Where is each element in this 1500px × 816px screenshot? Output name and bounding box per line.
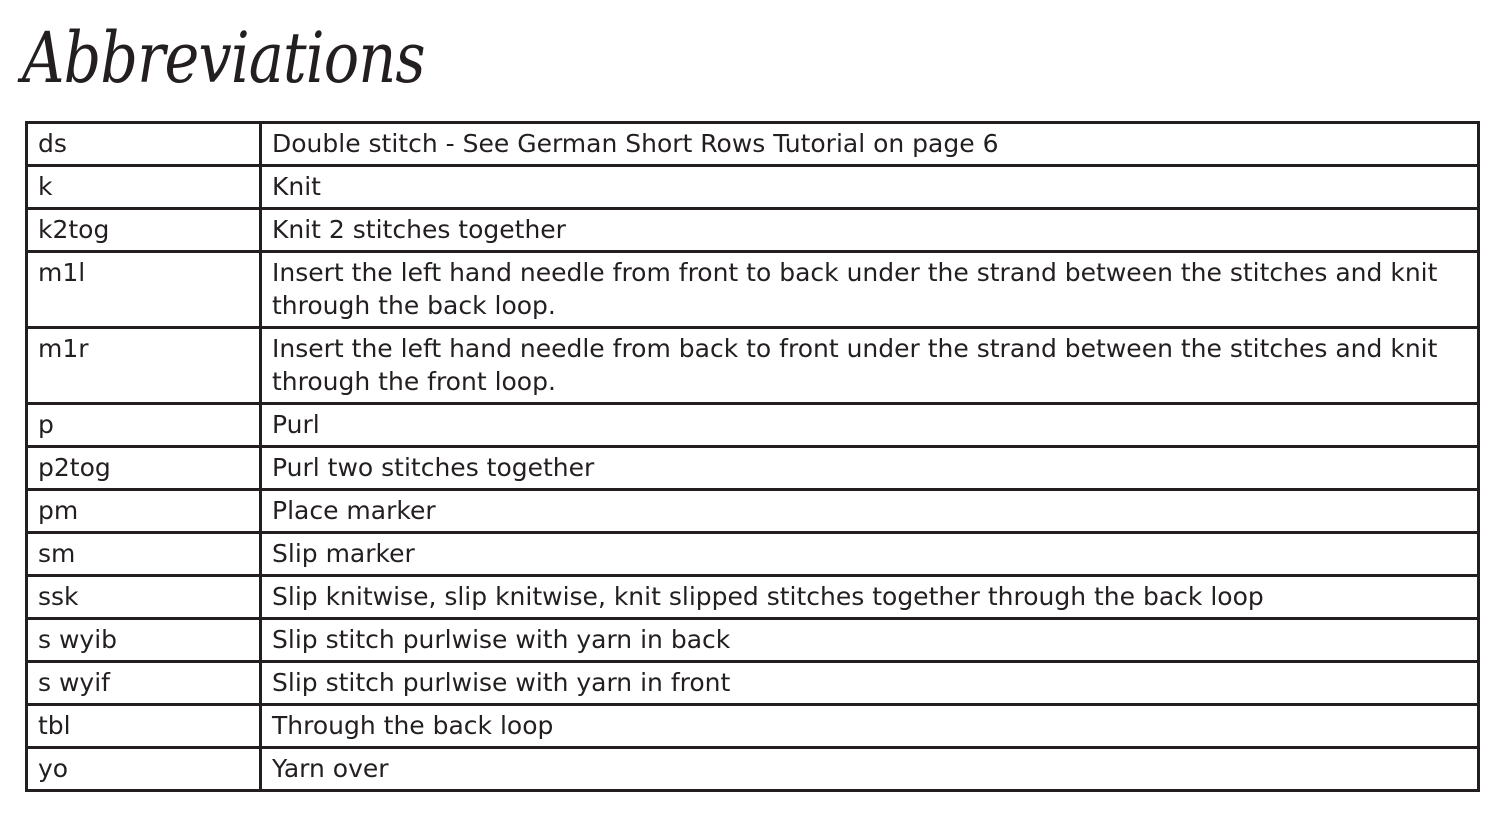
abbreviation-term: tbl: [27, 705, 261, 748]
table-row: [27, 576, 1479, 619]
abbreviation-definition: Place marker: [261, 490, 1479, 533]
table-row: [27, 705, 1479, 748]
abbreviation-definition: Yarn over: [261, 748, 1479, 791]
abbreviation-definition: Purl two stitches together: [261, 447, 1479, 490]
abbreviation-definition: Slip stitch purlwise with yarn in front: [261, 662, 1479, 705]
table-row: [27, 662, 1479, 705]
table-row: [27, 166, 1479, 209]
abbreviation-term: s wyib: [27, 619, 261, 662]
abbreviation-definition: Insert the left hand needle from front to back under the strand between the stitches and knit through the back loop.: [261, 252, 1479, 328]
table-row: [27, 252, 1479, 328]
abbreviation-term: sm: [27, 533, 261, 576]
abbreviation-term: m1r: [27, 328, 261, 404]
abbreviation-term: ds: [27, 123, 261, 166]
abbreviation-term: s wyif: [27, 662, 261, 705]
table-row: [27, 533, 1479, 576]
abbreviation-definition: Slip marker: [261, 533, 1479, 576]
abbreviation-term: p2tog: [27, 447, 261, 490]
abbreviation-definition: Purl: [261, 404, 1479, 447]
abbreviation-term: ssk: [27, 576, 261, 619]
table-row: [27, 748, 1479, 791]
abbreviation-definition: Slip stitch purlwise with yarn in back: [261, 619, 1479, 662]
table-row: [27, 490, 1479, 533]
table-row: [27, 619, 1479, 662]
abbreviation-term: m1l: [27, 252, 261, 328]
abbreviation-definition: Knit 2 stitches together: [261, 209, 1479, 252]
table-row: [27, 447, 1479, 490]
abbreviation-term: k2tog: [27, 209, 261, 252]
table-row: [27, 328, 1479, 404]
abbreviation-definition: Through the back loop: [261, 705, 1479, 748]
abbreviation-definition: Insert the left hand needle from back to front under the strand between the stitches and knit through the front loop.: [261, 328, 1479, 404]
abbreviations-table-body: [27, 123, 1479, 791]
table-row: [27, 404, 1479, 447]
abbreviation-term: pm: [27, 490, 261, 533]
abbreviation-definition: Slip knitwise, slip knitwise, knit slipped stitches together through the back loop: [261, 576, 1479, 619]
page-title: Abbreviations: [22, 17, 425, 99]
abbreviation-term: p: [27, 404, 261, 447]
abbreviation-definition: Knit: [261, 166, 1479, 209]
abbreviation-term: yo: [27, 748, 261, 791]
abbreviations-table: [25, 121, 1480, 792]
abbreviation-definition: Double stitch - See German Short Rows Tutorial on page 6: [261, 123, 1479, 166]
table-row: [27, 123, 1479, 166]
abbreviation-term: k: [27, 166, 261, 209]
table-row: [27, 209, 1479, 252]
